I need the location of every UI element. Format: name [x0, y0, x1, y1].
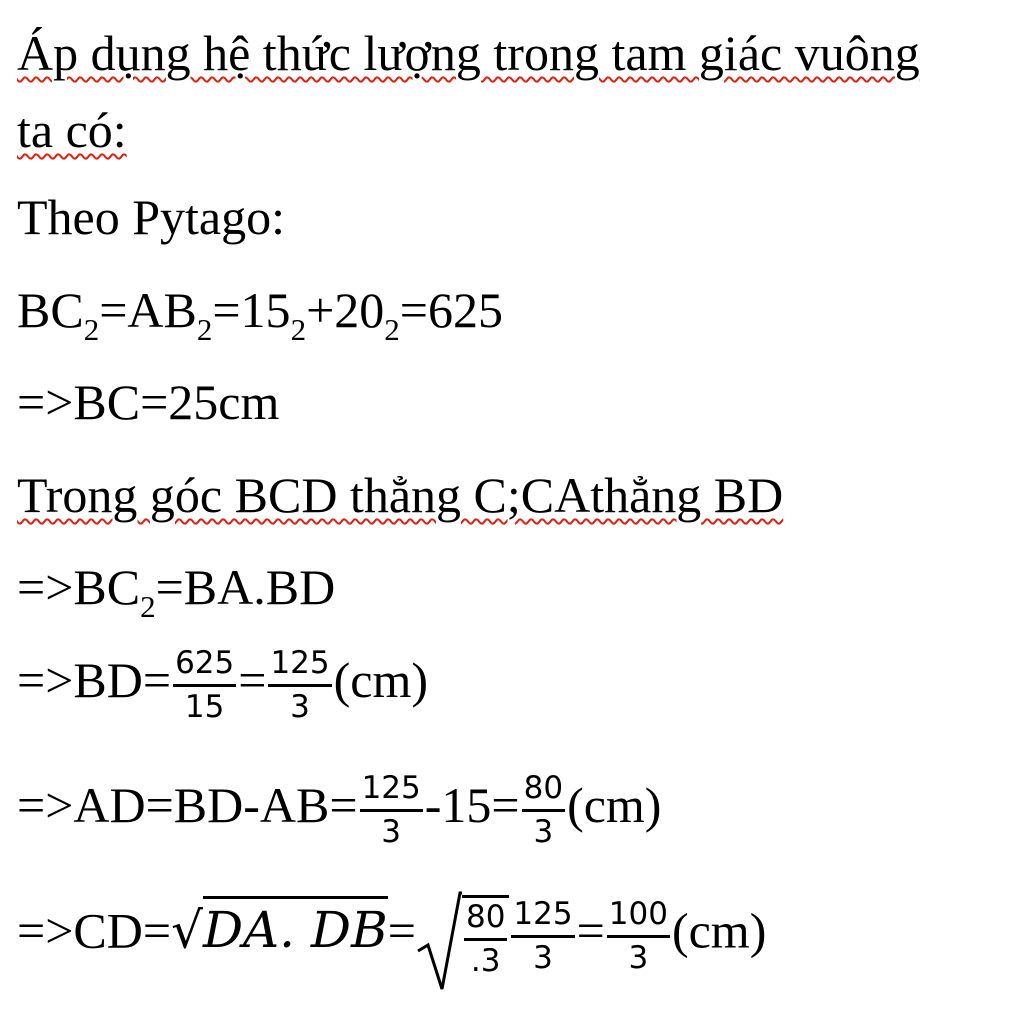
exponent: 2	[83, 312, 100, 347]
fraction-80-3	[522, 770, 565, 850]
fraction-625-15	[173, 645, 236, 725]
ba-bd-term: =BA.BD	[155, 559, 336, 615]
bc-result-line	[17, 374, 280, 430]
line-6-text: Trong góc BCD thẳng C;CAthẳng BD	[17, 467, 784, 523]
fraction-100-3	[607, 895, 670, 976]
denominator: 15	[184, 689, 225, 725]
radicand-box	[462, 895, 509, 977]
line-2-text: ta có:	[17, 102, 127, 158]
pythagoras-equation	[17, 282, 503, 347]
denominator: 3	[533, 939, 553, 976]
bc-squared-line	[17, 559, 336, 624]
bc-term: BC	[17, 282, 84, 338]
result-625: =625	[399, 282, 503, 338]
bd-equation	[17, 645, 428, 725]
exponent: 2	[290, 312, 307, 347]
text-line-3	[17, 189, 286, 245]
minus-15: -15=	[424, 776, 520, 833]
big-sqrt-icon	[416, 889, 462, 995]
term-20: +20	[306, 282, 385, 338]
line-3-text: Theo Pytago:	[17, 189, 286, 245]
numerator: 125	[511, 899, 574, 938]
fraction-80-3	[464, 899, 507, 979]
equals: =	[238, 651, 267, 708]
fraction-125-3	[268, 645, 331, 725]
unit: (cm)	[333, 651, 428, 708]
denominator: 3	[290, 689, 310, 725]
ab-term: =AB	[99, 282, 197, 338]
unit: (cm)	[671, 902, 767, 959]
big-sqrt	[416, 895, 509, 977]
numerator: 100	[607, 899, 670, 938]
cd-equation	[17, 895, 766, 977]
sqrt-icon: √	[171, 901, 203, 960]
term-15: =15	[212, 282, 291, 338]
numerator: 125	[268, 648, 331, 687]
numerator: 625	[173, 648, 236, 687]
exponent: 2	[140, 589, 156, 624]
denominator: 3	[533, 814, 554, 850]
line-1-text: Áp dụng hệ thức lượng trong tam giác vuông	[17, 25, 920, 81]
equals: =	[576, 902, 605, 959]
denominator: .3	[470, 943, 501, 979]
line-5-text: =>BC=25cm	[17, 374, 280, 430]
text-line-2	[17, 102, 127, 158]
exponent: 2	[384, 312, 400, 347]
bd-prefix: =>BD=	[17, 651, 172, 708]
cd-prefix: =>CD=	[17, 902, 172, 959]
fraction-125-3	[360, 770, 423, 850]
bc-term: =>BC	[17, 559, 141, 615]
fraction-125-3	[511, 895, 574, 976]
exponent: 2	[196, 312, 213, 347]
ad-equation	[17, 770, 662, 850]
text-line-6	[17, 467, 784, 523]
unit: (cm)	[567, 776, 662, 833]
equals: =	[387, 902, 416, 959]
numerator: 80	[522, 773, 565, 812]
numerator: 125	[360, 773, 423, 812]
ad-prefix: =>AD=BD-AB=	[17, 776, 358, 833]
denominator: 3	[381, 814, 402, 850]
radicand: DA. DB	[203, 896, 388, 959]
denominator: 3	[628, 939, 649, 976]
text-line-1	[17, 25, 920, 81]
numerator: 80	[464, 902, 507, 941]
